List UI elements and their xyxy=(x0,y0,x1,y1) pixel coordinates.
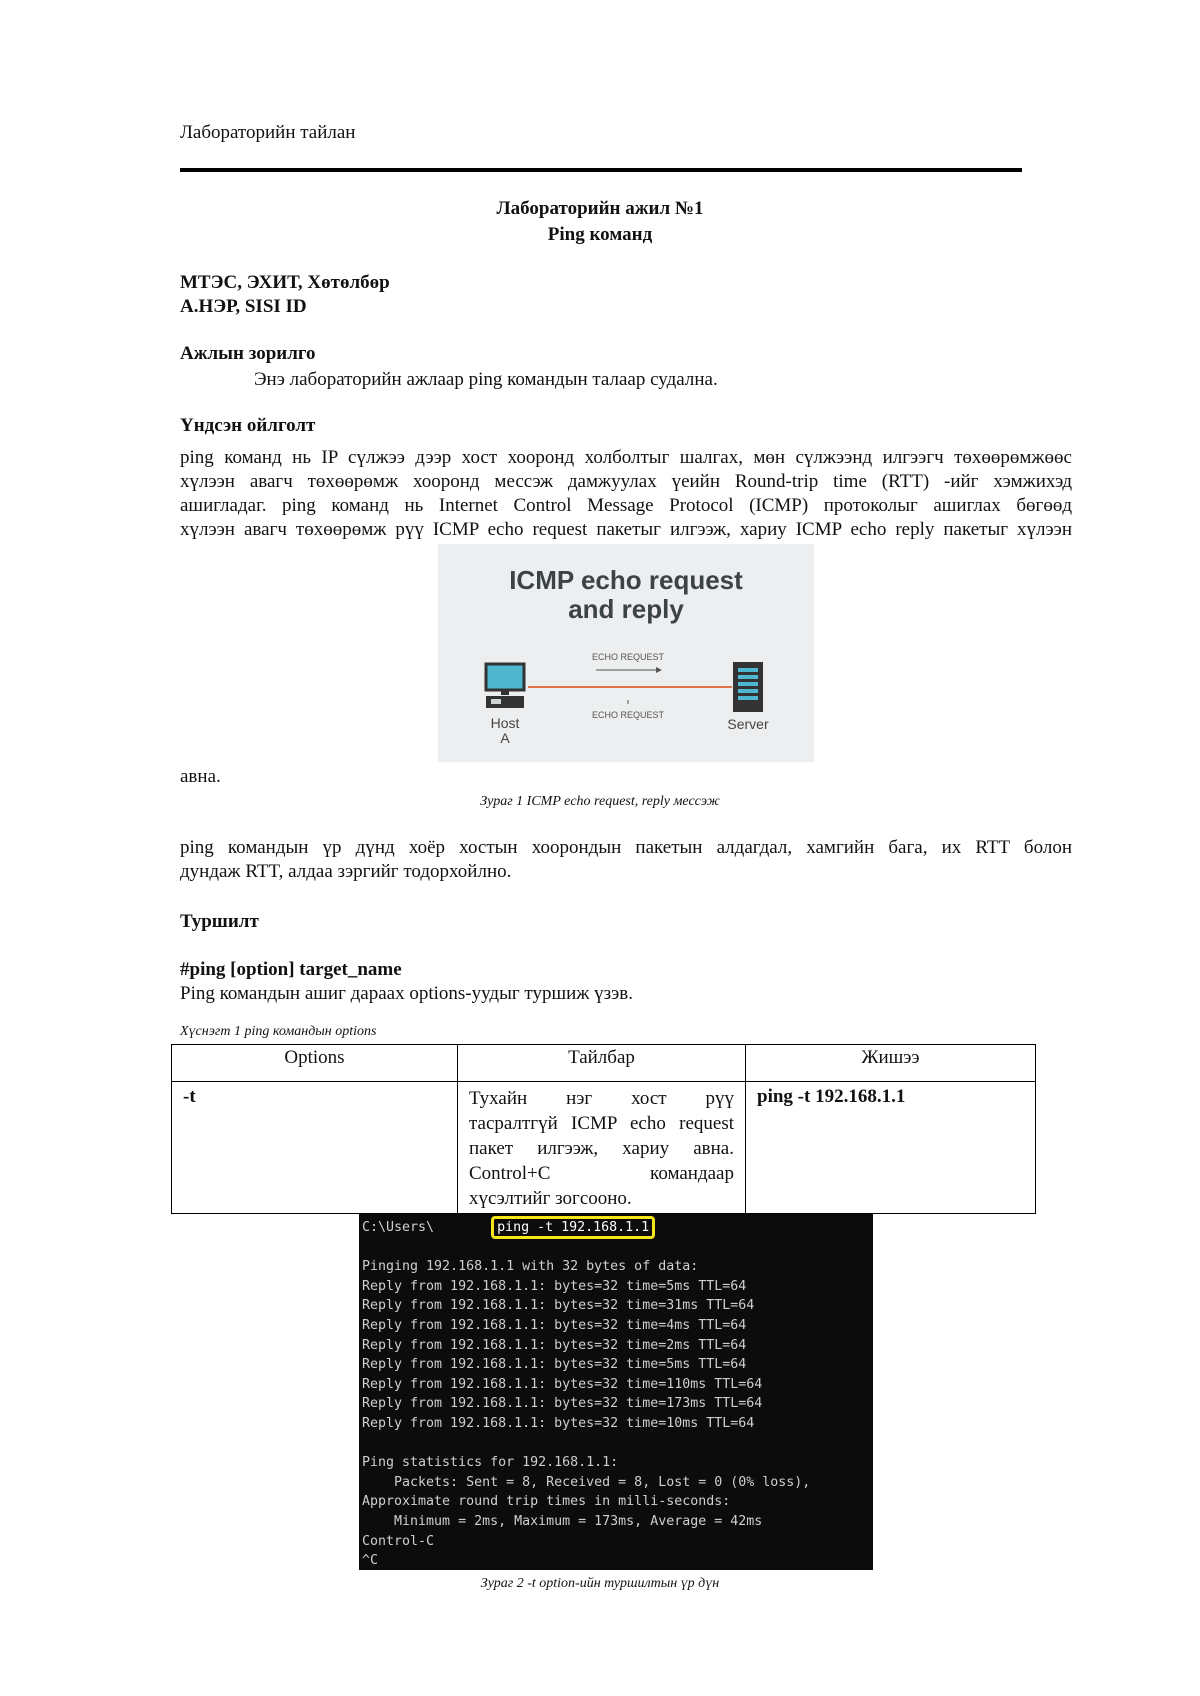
arrow-label-bottom: ECHO REQUEST xyxy=(592,710,665,720)
figure-1-caption: Зураг 1 ICMP echo request, reply мессэж xyxy=(480,794,720,809)
goal-heading: Ажлын зорилго xyxy=(180,343,316,364)
terminal-reply-7: Reply from 192.168.1.1: bytes=32 time=173ms TTL=64 xyxy=(362,1396,763,1412)
host-label-name: Host xyxy=(490,715,520,731)
concept-line-1: ping команд нь IP сүлжээ дээр хост хооронд холболтыг шалгах, мөн сүлжээнд илгээгч төхөөрөмжөөс xyxy=(180,447,1072,468)
experiment-heading: Туршилт xyxy=(180,911,259,932)
host-label-sub: A xyxy=(500,730,510,746)
cell-example: ping -t 192.168.1.1 xyxy=(746,1082,1036,1214)
result-line-1: ping командын үр дүнд хоёр хостын хоорондын пакетын алдагдал, хамгийн бага, их RTT болон xyxy=(180,837,1072,858)
concept-line-4: хүлээн авагч төхөөрөмж рүү ICMP echo request пакетыг илгээж, хариу ICMP echo reply пакетыг хүлээн xyxy=(180,519,1072,540)
icmp-diagram xyxy=(438,544,814,762)
experiment-intro: Ping командын ашиг дараах options-уудыг туршиж үзэв. xyxy=(180,983,634,1004)
host-computer-icon xyxy=(486,664,524,708)
options-table xyxy=(171,1044,1036,1214)
server-icon xyxy=(733,662,763,712)
header-options: Options xyxy=(172,1045,458,1082)
diagram-title-line-2: and reply xyxy=(568,594,684,624)
desc-line-2: тасралтгүй ICMP echo request xyxy=(469,1113,734,1134)
terminal-caret: ^C xyxy=(362,1553,379,1569)
terminal-reply-3: Reply from 192.168.1.1: bytes=32 time=4ms TTL=64 xyxy=(362,1317,747,1333)
terminal-reply-8: Reply from 192.168.1.1: bytes=32 time=10ms TTL=64 xyxy=(362,1415,755,1431)
table-header-row xyxy=(172,1045,1036,1082)
header-rule xyxy=(180,168,1022,172)
result-line-2: дундаж RTT, алдаа зэргийг тодорхойлно. xyxy=(180,861,512,882)
terminal-reply-2: Reply from 192.168.1.1: bytes=32 time=31ms TTL=64 xyxy=(362,1298,755,1314)
affiliation: МТЭС, ЭХИТ, Хөтөлбөр xyxy=(180,272,390,293)
terminal-prompt: C:\Users\ xyxy=(362,1220,435,1235)
terminal-screenshot xyxy=(359,1214,873,1570)
terminal-approx: Approximate round trip times in milli-seconds: xyxy=(362,1494,731,1510)
terminal-packets: Packets: Sent = 8, Received = 8, Lost = 0 (0% loss), xyxy=(362,1474,811,1490)
terminal-reply-1: Reply from 192.168.1.1: bytes=32 time=5ms TTL=64 xyxy=(362,1278,747,1294)
terminal-prompt-line xyxy=(362,1218,870,1238)
header-example: Жишээ xyxy=(746,1045,1036,1082)
document-subtitle: Ping команд xyxy=(547,224,653,245)
terminal-stats-header: Ping statistics for 192.168.1.1: xyxy=(362,1455,619,1471)
goal-text: Энэ лабораторийн ажлаар ping командын талаар судална. xyxy=(254,369,718,390)
document-title: Лабораторийн ажил №1 xyxy=(496,198,704,219)
highlighted-command: ping -t 192.168.1.1 xyxy=(491,1216,655,1239)
diagram-title-line-1: ICMP echo request xyxy=(509,565,743,595)
table-1-caption: Хүснэгт 1 ping командын options xyxy=(180,1024,377,1039)
arrow-label-top: ECHO REQUEST xyxy=(592,652,665,662)
host-label xyxy=(482,716,528,746)
concept-tail: авна. xyxy=(180,766,221,787)
redacted-username xyxy=(434,1220,494,1234)
terminal-reply-4: Reply from 192.168.1.1: bytes=32 time=2ms TTL=64 xyxy=(362,1337,747,1353)
request-arrowhead xyxy=(656,667,662,673)
terminal-reply-5: Reply from 192.168.1.1: bytes=32 time=5ms TTL=64 xyxy=(362,1357,747,1373)
concept-heading: Үндсэн ойлголт xyxy=(180,415,316,436)
header-description: Тайлбар xyxy=(458,1045,746,1082)
server-label: Server xyxy=(727,716,769,732)
desc-line-5: хүсэлтийг зогсооно. xyxy=(469,1188,632,1209)
figure-2-caption: Зураг 2 -t option-ийн туршилтын үр дүн xyxy=(480,1576,720,1591)
terminal-minmax: Minimum = 2ms, Maximum = 173ms, Average = 42ms xyxy=(362,1513,763,1529)
desc-line-4: Control+C командаар xyxy=(469,1163,734,1184)
table-row xyxy=(172,1082,1036,1214)
cell-option: -t xyxy=(172,1082,458,1214)
terminal-pinging-line: Pinging 192.168.1.1 with 32 bytes of data: xyxy=(362,1259,699,1275)
concept-line-2: хүлээн авагч төхөөрөмж хооронд мессэж дамжуулах үеийн Round-trip time (RTT) -ийг хэмжихэд xyxy=(180,471,1072,492)
author: А.НЭР, SISI ID xyxy=(180,296,307,317)
terminal-control-c: Control-C xyxy=(362,1533,435,1549)
terminal-reply-6: Reply from 192.168.1.1: bytes=32 time=110ms TTL=64 xyxy=(362,1376,763,1392)
desc-line-3: пакет илгээж, хариу авна. xyxy=(469,1138,734,1159)
running-header: Лабораторийн тайлан xyxy=(180,122,356,143)
syntax-line: #ping [option] target_name xyxy=(180,959,402,980)
concept-line-3: ашигладаг. ping команд нь Internet Control Message Protocol (ICMP) протоколыг ашиглах бөгөөд xyxy=(180,495,1072,516)
cell-description xyxy=(458,1082,746,1214)
desc-line-1: Тухайн нэг хост рүү xyxy=(469,1088,734,1109)
